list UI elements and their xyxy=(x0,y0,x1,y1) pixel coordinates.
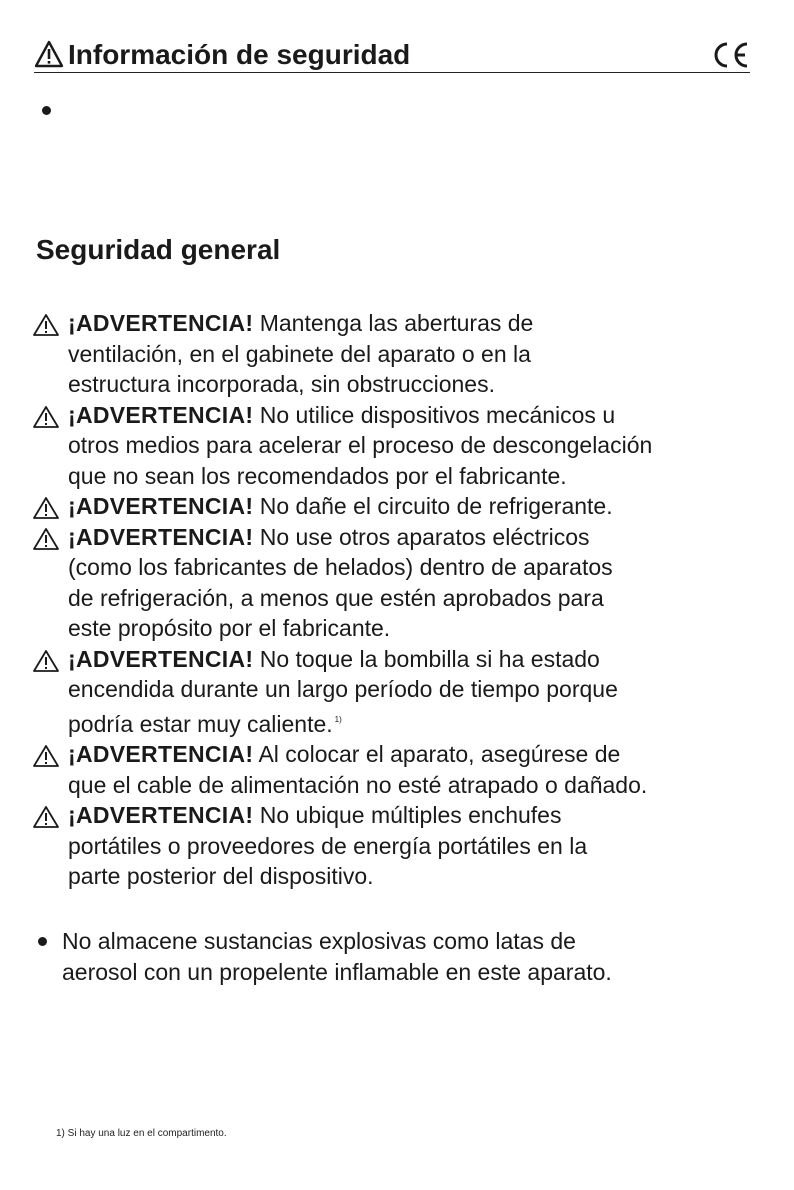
warning-text: portátiles o proveedores de energía portátiles en la xyxy=(68,832,588,859)
warning-item xyxy=(32,522,762,644)
warning-list xyxy=(32,308,762,892)
warning-item xyxy=(32,308,762,400)
header-divider xyxy=(34,72,750,73)
warning-item xyxy=(32,800,762,892)
warning-text: parte posterior del dispositivo. xyxy=(68,863,374,889)
warning-text: No utilice dispositivos mecánicos u xyxy=(253,401,616,428)
warning-label: ¡ADVERTENCIA! xyxy=(68,802,254,828)
warning-label: ¡ADVERTENCIA! xyxy=(68,401,254,428)
warning-icon xyxy=(32,405,60,429)
warning-text: este propósito por el fabricante. xyxy=(68,615,391,641)
warning-line xyxy=(68,583,762,614)
warning-icon xyxy=(32,496,60,520)
warning-icon xyxy=(32,744,60,768)
warning-label: ¡ADVERTENCIA! xyxy=(68,645,254,672)
ce-mark-icon xyxy=(710,40,750,70)
warning-label: ¡ADVERTENCIA! xyxy=(68,310,254,336)
warning-text: Al colocar el aparato, asegúrese de xyxy=(253,741,621,767)
warning-line xyxy=(68,491,762,522)
note-item xyxy=(38,926,758,987)
warning-label: ¡ADVERTENCIA! xyxy=(68,523,254,550)
warning-text: otros medios para acelerar el proceso de descongelación xyxy=(68,432,653,458)
note-line: No almacene sustancias explosivas como latas de xyxy=(62,928,576,954)
warning-label: ¡ADVERTENCIA! xyxy=(68,741,254,767)
warning-text: No ubique múltiples enchufes xyxy=(253,802,562,828)
warning-line xyxy=(68,644,762,675)
note-text xyxy=(38,926,758,987)
warning-label: ¡ADVERTENCIA! xyxy=(68,493,254,519)
warning-line xyxy=(68,800,762,831)
warning-line xyxy=(68,739,762,770)
warning-item xyxy=(32,644,762,740)
note-line: aerosol con un propelente inflamable en este aparato. xyxy=(62,958,612,985)
warning-item xyxy=(32,400,762,492)
page-header xyxy=(34,38,750,78)
page-title-text: Información de seguridad xyxy=(68,39,411,70)
empty-bullet xyxy=(42,106,51,115)
bullet-icon xyxy=(38,937,47,946)
warning-line xyxy=(68,831,762,862)
warning-icon xyxy=(32,313,60,337)
warning-line xyxy=(68,613,762,644)
warning-icon xyxy=(32,805,60,829)
warning-line xyxy=(68,400,762,431)
warning-line xyxy=(68,552,762,583)
warning-line xyxy=(68,705,762,740)
warning-icon xyxy=(32,649,60,673)
warning-text: podría estar muy caliente. xyxy=(68,710,333,737)
warning-icon xyxy=(34,40,64,68)
footnote: 1) Si hay una luz en el compartimento. xyxy=(56,1128,227,1139)
warning-line xyxy=(68,369,762,400)
warning-item xyxy=(32,491,762,522)
warning-line xyxy=(68,522,762,553)
warning-text: que no sean los recomendados por el fabricante. xyxy=(68,462,567,489)
warning-text: de refrigeración, a menos que estén aprobados para xyxy=(68,584,604,611)
warning-line xyxy=(68,770,762,801)
warning-line xyxy=(68,339,762,370)
warning-line xyxy=(68,430,762,461)
warning-line xyxy=(68,861,762,892)
warning-text: ventilación, en el gabinete del aparato o en la xyxy=(68,340,531,367)
warning-text: No toque la bombilla si ha estado xyxy=(253,645,600,672)
warning-text: (como los fabricantes de helados) dentro de aparatos xyxy=(68,554,613,580)
warning-text: que el cable de alimentación no esté atrapado o dañado. xyxy=(68,771,648,798)
warning-text: Mantenga las aberturas de xyxy=(253,310,534,336)
warning-icon xyxy=(32,527,60,551)
warning-text: No dañe el circuito de refrigerante. xyxy=(253,493,613,519)
warning-line xyxy=(68,674,762,705)
section-title: Seguridad general xyxy=(36,234,281,265)
page-title xyxy=(34,38,410,72)
warning-item xyxy=(32,739,762,800)
warning-text: No use otros aparatos eléctricos xyxy=(253,523,590,550)
warning-text: encendida durante un largo período de tiempo porque xyxy=(68,676,618,702)
footnote-ref: 1) xyxy=(334,714,342,724)
warning-text: estructura incorporada, sin obstrucciones. xyxy=(68,371,495,397)
warning-line xyxy=(68,308,762,339)
warning-line xyxy=(68,461,762,492)
